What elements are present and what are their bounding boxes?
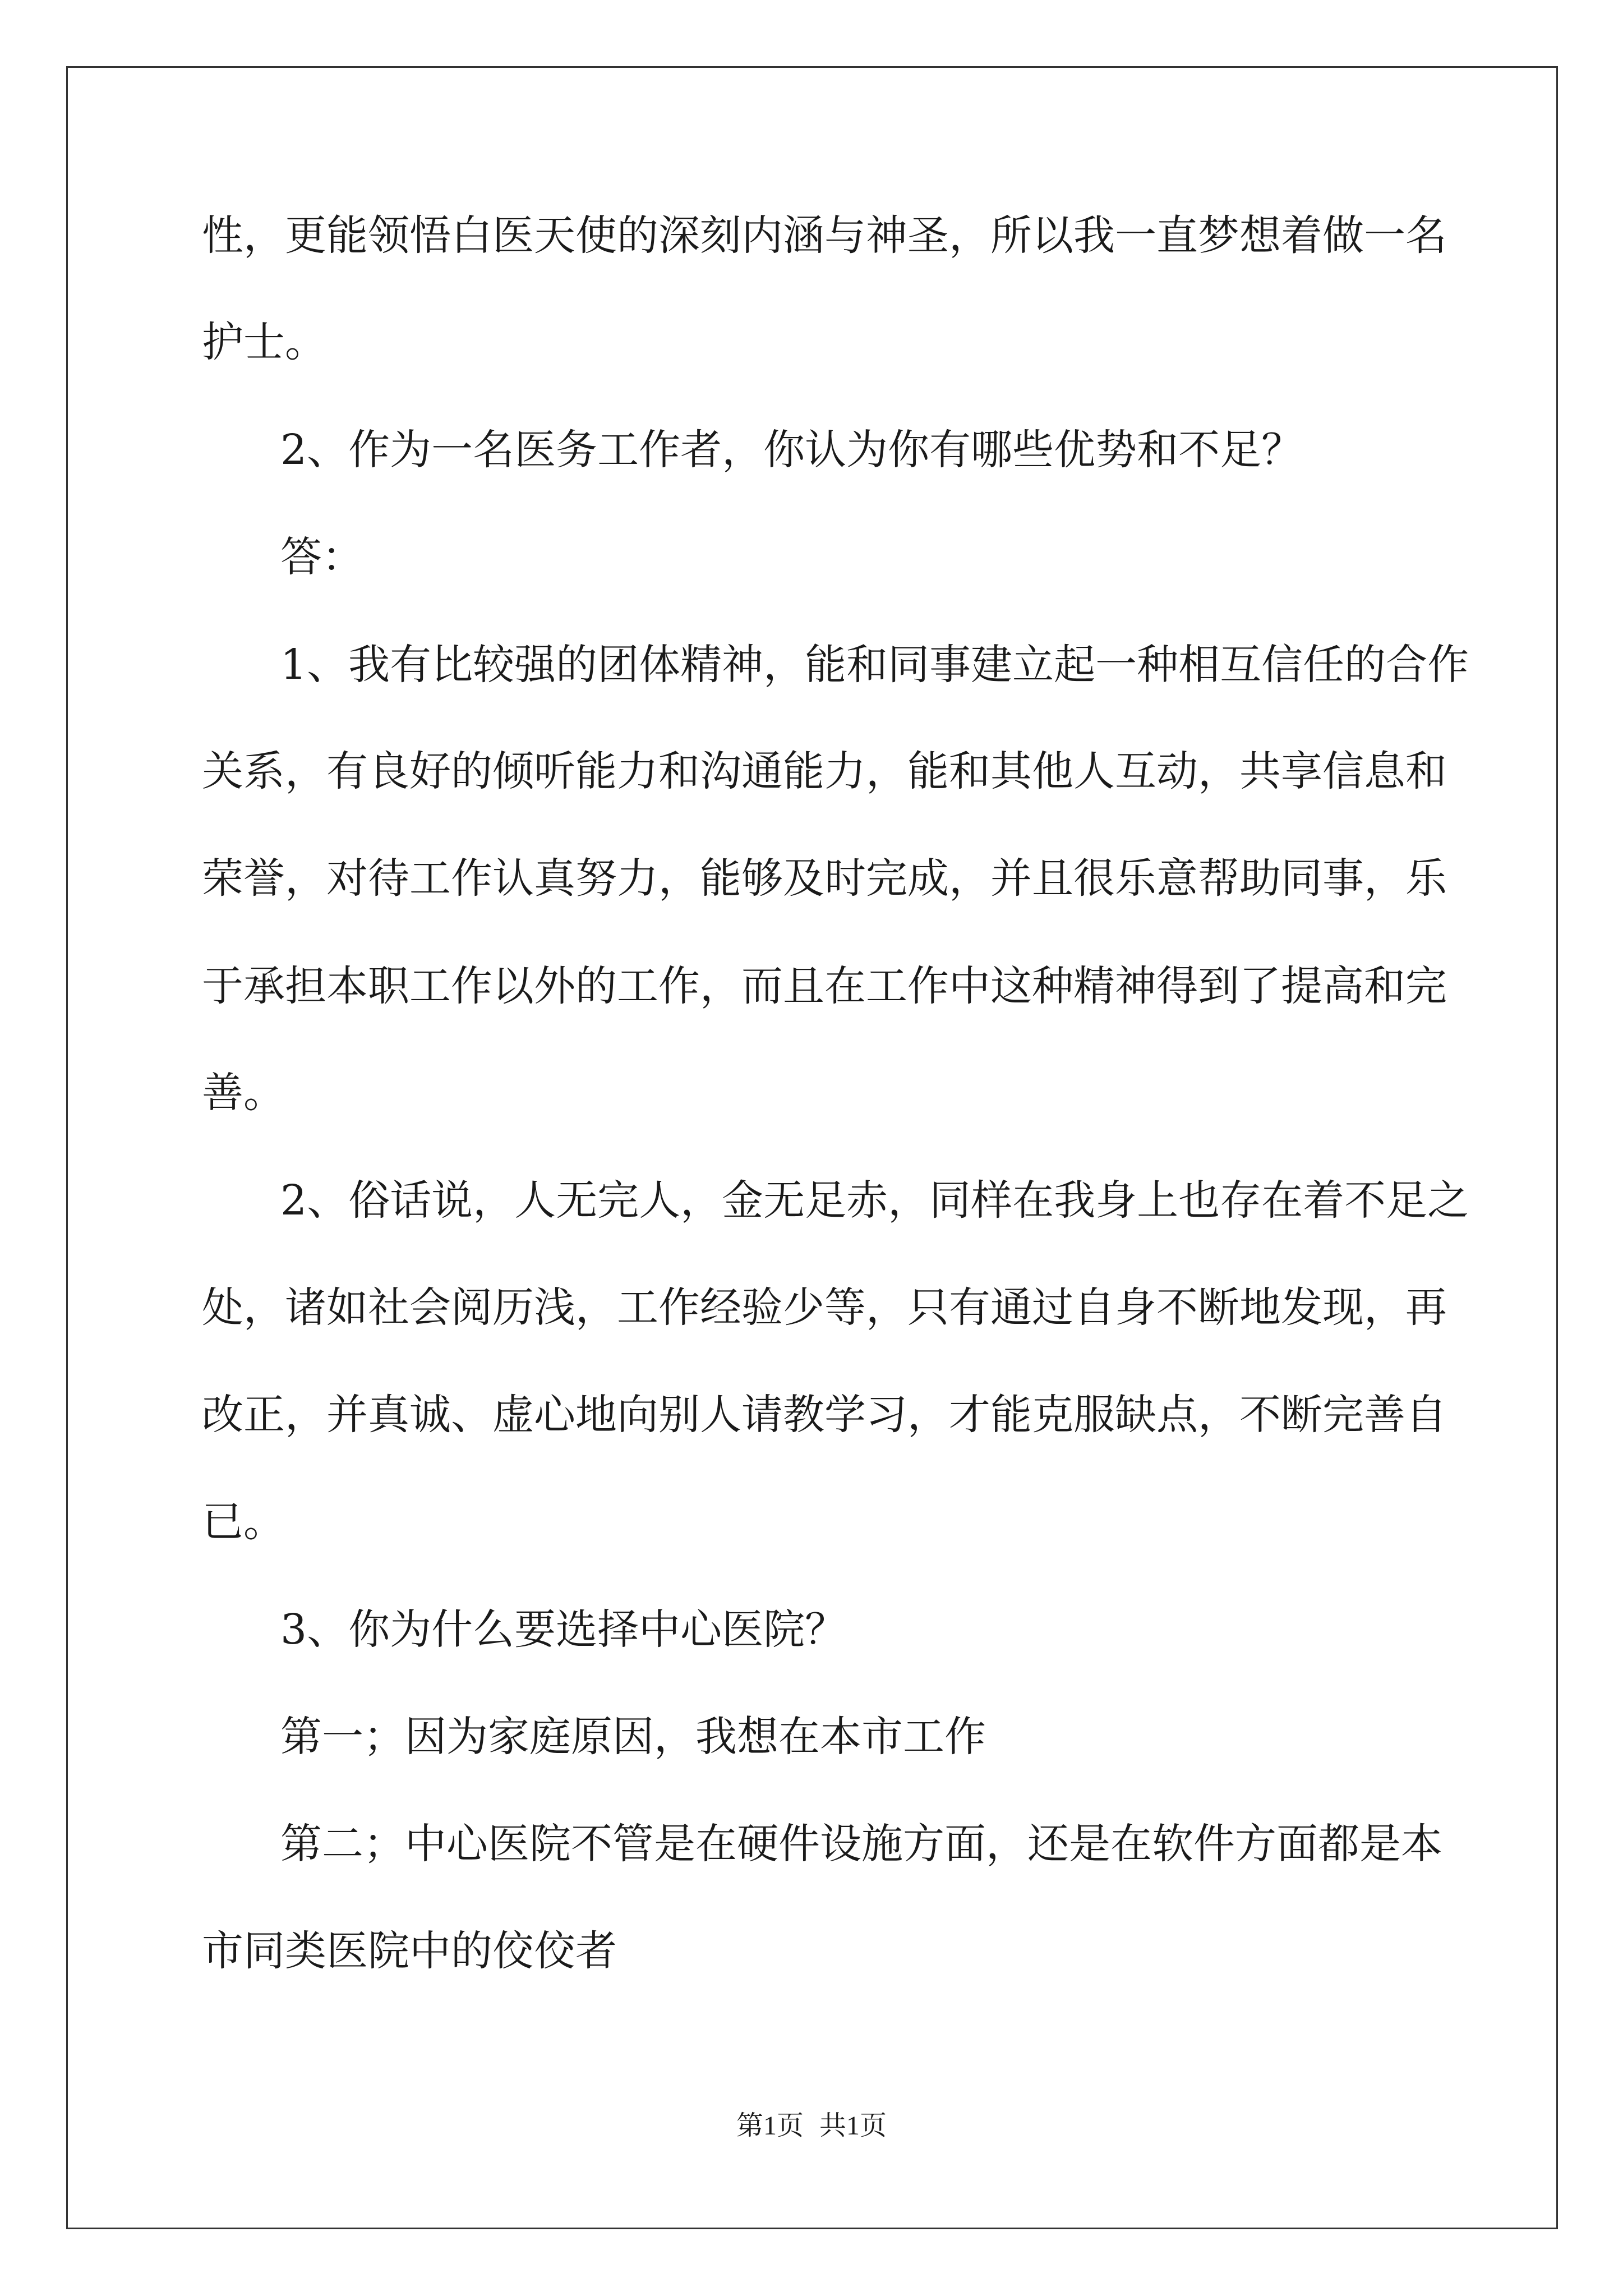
text-line: 关系，有良好的倾听能力和沟通能力，能和其他人互动，共享信息和: [202, 747, 1447, 795]
text-line: 荣誉，对待工作认真努力，能够及时完成，并且很乐意帮助同事，乐: [202, 854, 1447, 903]
text-line: 第一；因为家庭原因，我想在本市工作: [280, 1713, 986, 1761]
text-line: 第二；中心医院不管是在硬件设施方面，还是在软件方面都是本: [280, 1820, 1442, 1868]
page-number: 第1页: [736, 2111, 804, 2141]
text-line: 已。: [202, 1498, 285, 1546]
answer-label: 答：: [280, 533, 363, 581]
page-footer: [0, 2109, 1623, 2143]
question-line: 2、作为一名医务工作者，你认为你有哪些优势和不足？: [280, 426, 1303, 474]
page-total: 共1页: [819, 2111, 887, 2141]
text-line: 处，诸如社会阅历浅，工作经验少等，只有通过自身不断地发现，再: [202, 1283, 1447, 1332]
text-line: 善。: [202, 1069, 285, 1117]
text-line: 性，更能领悟白医天使的深刻内涵与神圣，所以我一直梦想着做一名: [202, 211, 1447, 260]
page-border: [66, 66, 1558, 2229]
text-line: 市同类医院中的佼佼者: [202, 1927, 617, 1975]
text-line: 改正，并真诚、虚心地向别人请教学习，才能克服缺点，不断完善自: [202, 1391, 1447, 1439]
text-line: 护士。: [202, 318, 326, 366]
question-line: 3、你为什么要选择中心医院？: [280, 1605, 847, 1654]
text-line: 2、俗话说，人无完人，金无足赤，同样在我身上也存在着不足之: [280, 1176, 1469, 1225]
text-line: 于承担本职工作以外的工作，而且在工作中这种精神得到了提高和完: [202, 962, 1447, 1010]
text-line: 1、我有比较强的团体精神，能和同事建立起一种相互信任的合作: [280, 641, 1469, 689]
